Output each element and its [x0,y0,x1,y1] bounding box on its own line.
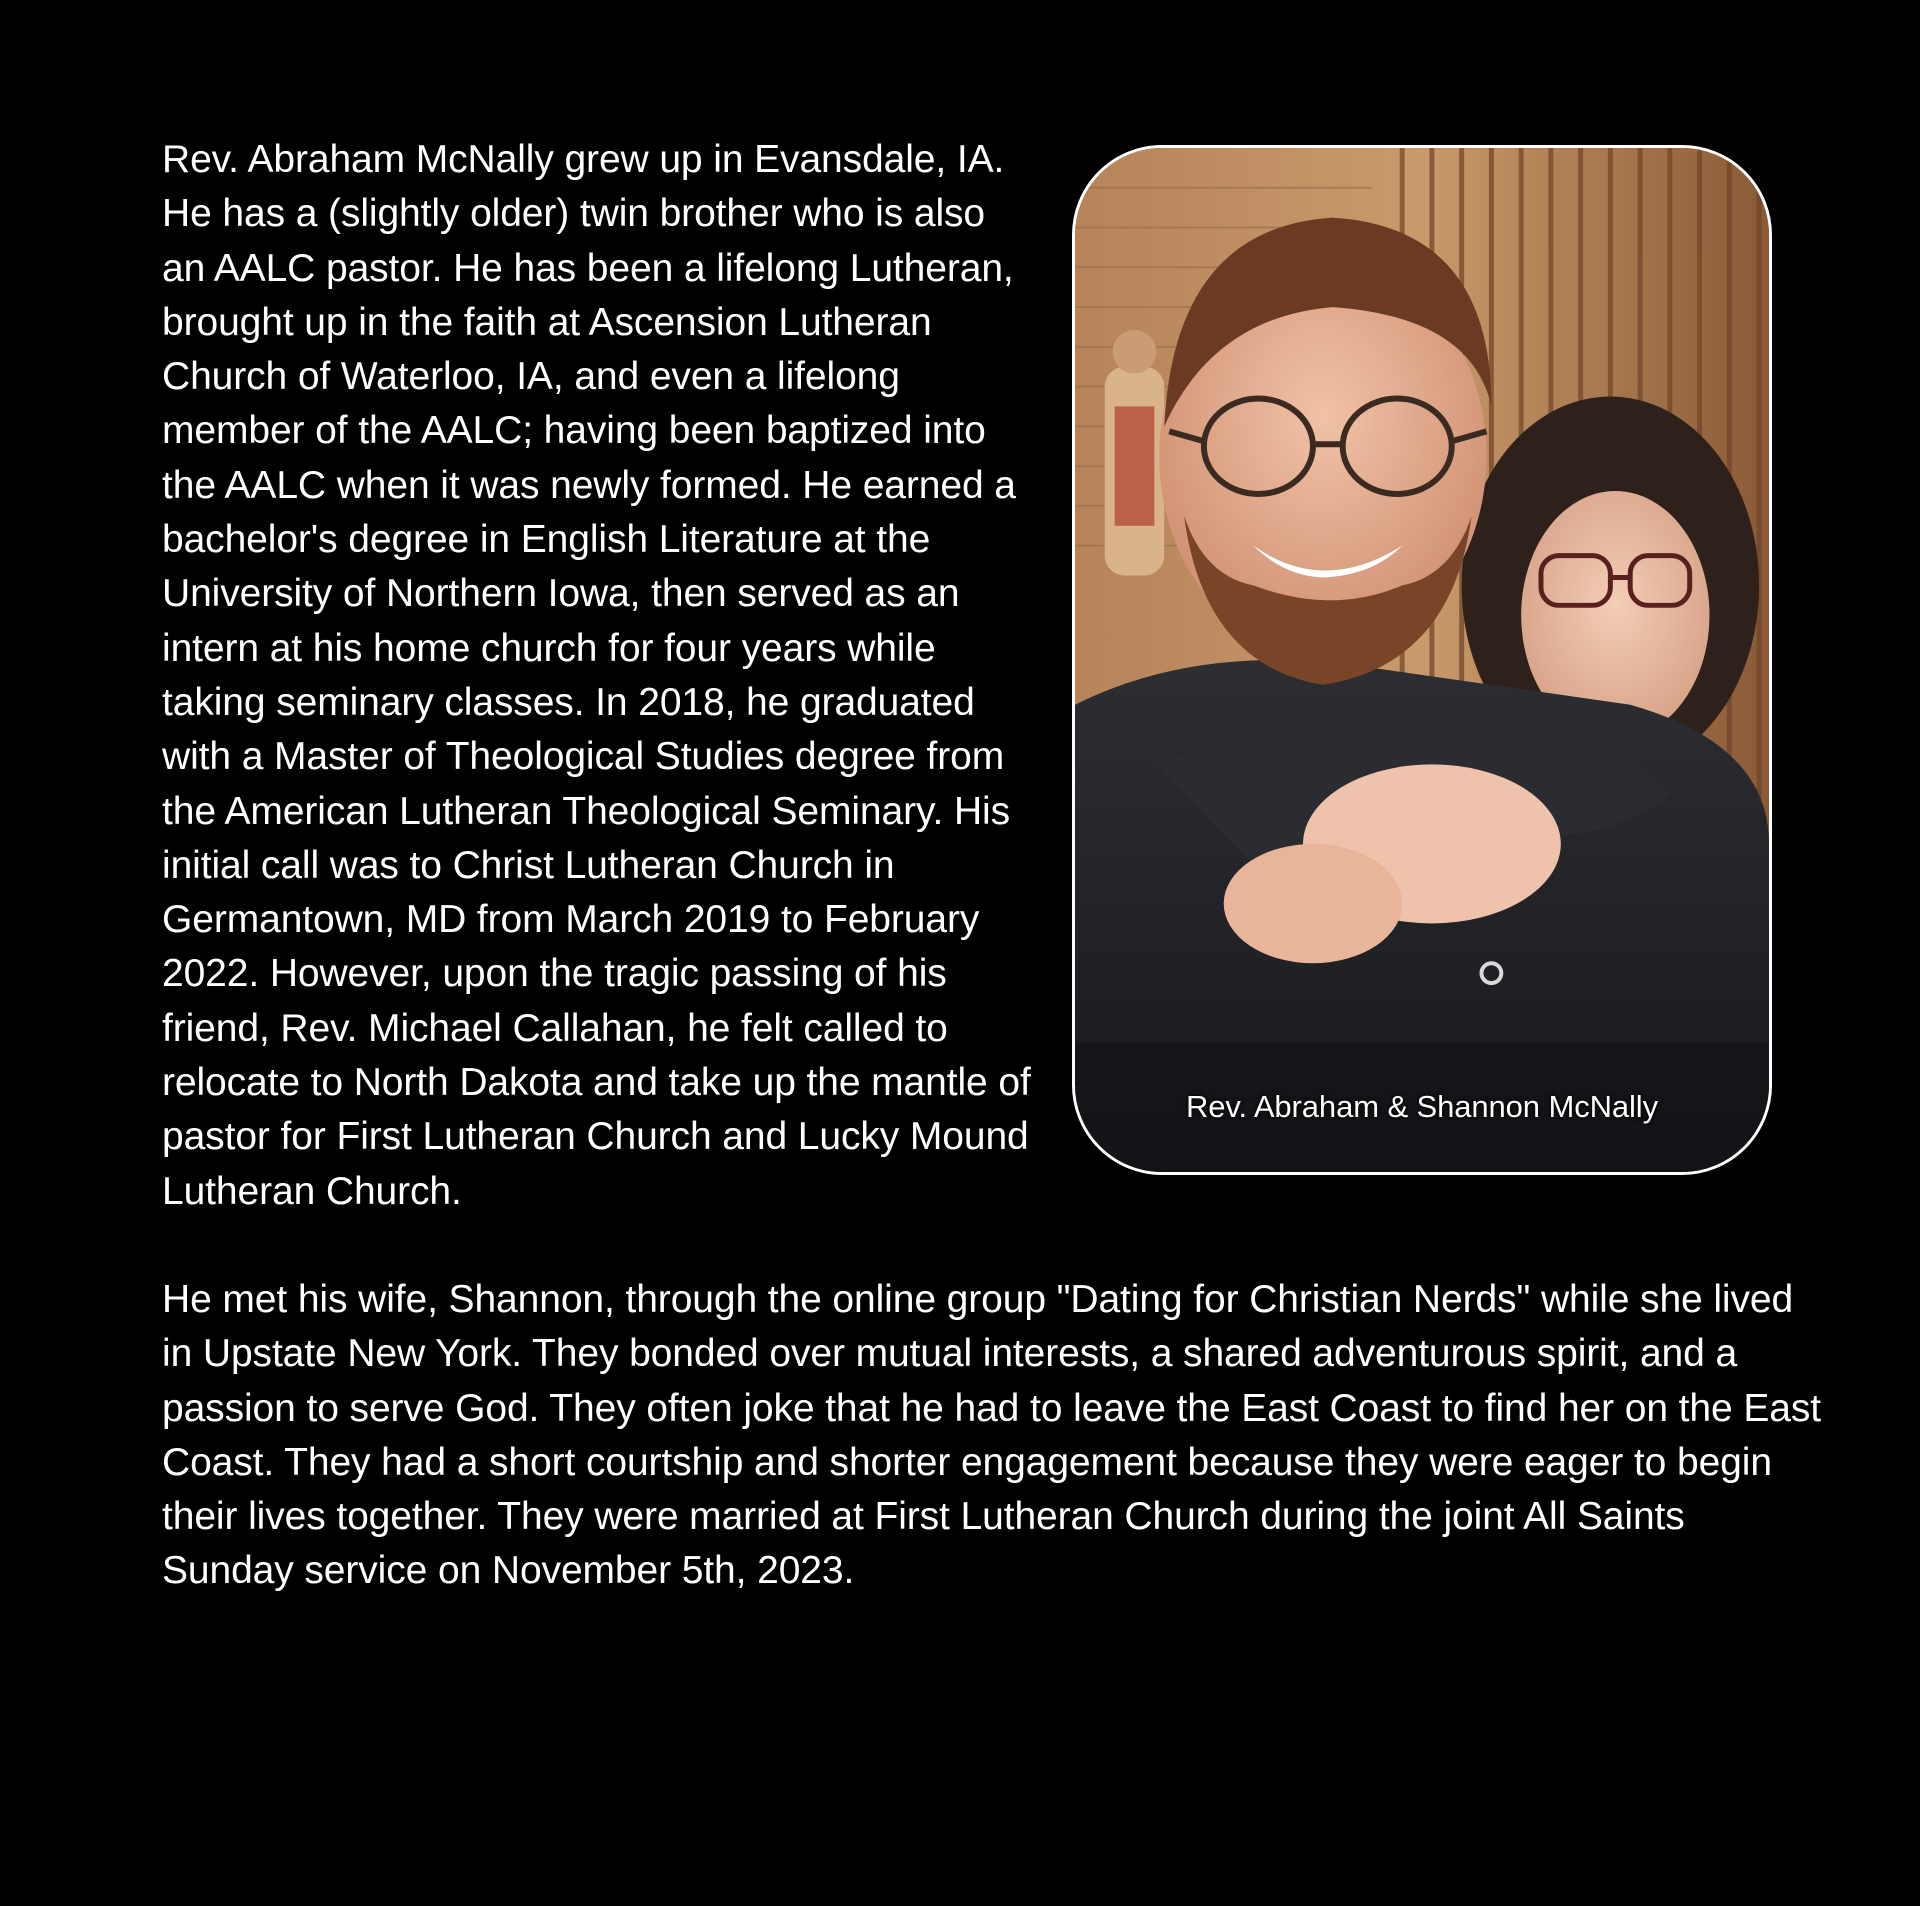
portrait-photo-frame [1072,145,1772,1175]
couple-photo [1075,148,1769,1172]
photo-caption: Rev. Abraham & Shannon McNally [1186,1088,1658,1124]
bio-paragraph-1: Rev. Abraham McNally grew up in Evansdale, IA. He has a (slightly older) twin brother who is also an AALC pastor. He has been a lifelong Lutheran, brought up in the faith at Ascension Lutheran Church of Waterloo, IA, and even a lifelong member of the AALC; having been baptized into the AALC when it was newly formed. He earned a bachelor's degree in English Literature at the University of Northern Iowa, then served as an intern at his home church for four years while taking seminary classes. In 2018, he graduated with a Master of Theological Studies degree from the American Lutheran Theological Seminary. His initial call was to Christ Lutheran Church in Germantown, MD from March 2019 to February 2022. However, upon the tragic passing of his friend, Rev. Michael Callahan, he felt called to relocate to North Dakota and take up the mantle of pastor for First Lutheran Church and Lucky Mound Lutheran Church. [162,138,1031,1213]
bio-text-block [162,133,1822,1599]
bio-paragraph-2: He met his wife, Shannon, through the online group "Dating for Christian Nerds" while she lived in Upstate New York. They bonded over mutual interests, a shared adventurous spirit, and a passion to serve God. They often joke that he had to leave the East Coast to find her on the East Coast. They had a short courtship and shorter engagement because they were eager to begin their lives together. They were married at First Lutheran Church during the joint All Saints Sunday service on November 5th, 2023. [162,1277,1821,1593]
